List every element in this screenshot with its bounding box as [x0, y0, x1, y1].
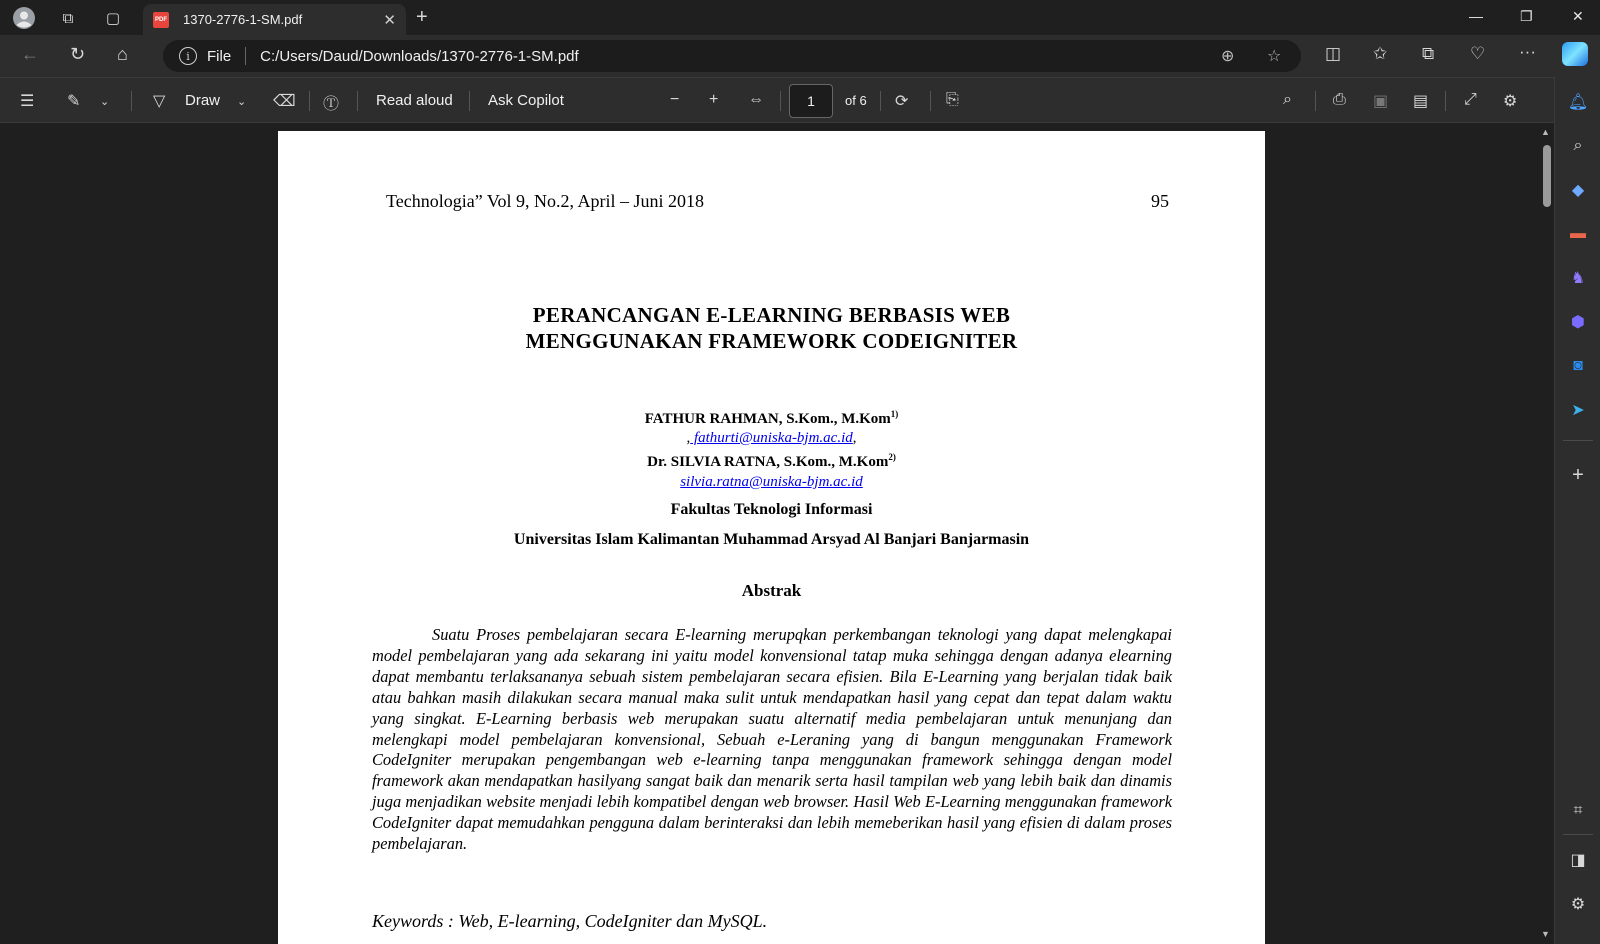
- chevron-down-icon[interactable]: ⌄: [100, 96, 110, 108]
- browser-essentials-icon[interactable]: ♡: [1470, 44, 1486, 63]
- divider: [1563, 440, 1593, 441]
- author-2-email-link[interactable]: silvia.ratna@uniska-bjm.ac.id: [680, 474, 863, 490]
- site-info-icon[interactable]: i: [179, 47, 197, 65]
- paper-title-line1: PERANCANGAN E-LEARNING BERBASIS WEB: [532, 303, 1011, 327]
- page-total: of 6: [845, 93, 867, 108]
- rotate-icon[interactable]: ⟳: [895, 93, 909, 110]
- zoom-out-icon[interactable]: −: [670, 91, 680, 108]
- contents-list-icon[interactable]: ☰: [20, 93, 35, 110]
- scroll-down-arrow-icon[interactable]: ▼: [1541, 929, 1550, 939]
- email-prefix: ,: [686, 430, 691, 446]
- abstract-body: Suatu Proses pembelajaran secara E-learning merupqkan perkembangan teknologi yang dapat melengkapai model pembelajaran yang ada sekarang ini yaitu model konvensional tatap muka sehingga dengan adanya elearning dapat membantu terlaksananya sebuah sistem pembelajaran secara efisien. Bila E-Learning yang berjalan tidak baik atau bahkan masih dilakukan secara manual maka sulit untuk mendapatkan hasil yang cepat dan tepat dalam waktu yang singkat. E-Learning berbasis web merupakan suatu alternatif media pembelajaran untuk menunjang dan melengkapi model pembelajaran konvensional, Sebuah e-Leraning yang di bangun menggunakan Framework CodeIgniter merupakan pengembangan web e-learning tanpa menggunakan framework sehingga dengan model framework akan mendapatkan hasilyang sangat baik dan menarik serta hasil tampilan web yang lebih baik dan dinamis juga menjadikan website menjadi lebih kompatibel dengan web browser. Hasil Web E-Learning menggunakan framework CodeIgniter dapat memudahkan pengguna dalam berinteraksi dan lebih memeberikan hasil yang efisien di dalam proses pembelajaran.: [372, 625, 1172, 854]
- ask-copilot-button[interactable]: Ask Copilot: [488, 92, 564, 109]
- close-tab-icon[interactable]: ✕: [383, 11, 396, 29]
- author-1-affiliation-mark: 1): [890, 409, 899, 419]
- more-menu-icon[interactable]: ···: [1519, 42, 1536, 61]
- fit-width-icon[interactable]: ⇔: [748, 91, 764, 108]
- university: Universitas Islam Kalimantan Muhammad Arsyad Al Banjari Banjarmasin: [513, 531, 1030, 548]
- tab-actions-icon[interactable]: ▢: [105, 10, 121, 27]
- draw-icon[interactable]: ▽: [153, 93, 166, 110]
- highlight-icon[interactable]: ✎: [67, 93, 81, 110]
- faculty: Fakultas Teknologi Informasi: [670, 501, 873, 518]
- abstract-heading: Abstrak: [741, 581, 802, 600]
- tab-pdf[interactable]: [143, 4, 406, 35]
- email-suffix: ,: [852, 430, 857, 446]
- author-1: [278, 409, 1265, 428]
- zoom-icon[interactable]: ⊕: [1221, 48, 1235, 65]
- drop-send-icon[interactable]: ➤: [1571, 402, 1585, 419]
- games-chess-icon[interactable]: ♞: [1570, 270, 1586, 287]
- pdf-file-icon: PDF: [153, 12, 169, 28]
- refresh-icon[interactable]: ↻: [70, 44, 86, 64]
- home-icon[interactable]: ⌂: [117, 44, 128, 64]
- tools-briefcase-icon[interactable]: ▬: [1570, 225, 1586, 242]
- divider: [880, 91, 881, 111]
- scrollbar-thumb[interactable]: [1543, 145, 1551, 207]
- tab-title: 1370-2776-1-SM.pdf: [183, 12, 303, 27]
- print-icon[interactable]: ⎙: [1333, 91, 1346, 108]
- eraser-icon[interactable]: ⌫: [273, 93, 296, 110]
- author-1-name: FATHUR RAHMAN, S.Kom., M.Kom: [644, 411, 891, 427]
- collections-icon[interactable]: ⧉: [1422, 44, 1435, 63]
- divider: [309, 91, 310, 111]
- scroll-up-arrow-icon[interactable]: ▲: [1541, 127, 1550, 137]
- save-icon[interactable]: ▣: [1373, 93, 1389, 110]
- divider: [930, 91, 931, 111]
- outlook-icon[interactable]: ◙: [1573, 357, 1583, 374]
- divider: [131, 91, 132, 111]
- shopping-tag-icon[interactable]: ◆: [1571, 182, 1585, 199]
- settings-gear-icon[interactable]: ⚙: [1503, 93, 1518, 110]
- copilot-app-icon[interactable]: ⬢: [1571, 314, 1585, 331]
- divider: [1563, 834, 1593, 835]
- author-1-email-link[interactable]: fathurti@uniska-bjm.ac.id: [690, 430, 853, 446]
- paper-title-line2: MENGGUNAKAN FRAMEWORK CODEIGNITER: [525, 329, 1018, 353]
- divider: [1445, 91, 1446, 111]
- pdf-toolbar: [0, 77, 1554, 123]
- vertical-scrollbar[interactable]: [1539, 123, 1554, 944]
- author-1-email-line: [278, 430, 1265, 447]
- search-icon[interactable]: ⌕: [1283, 91, 1292, 108]
- chevron-down-icon[interactable]: ⌄: [237, 96, 247, 108]
- draw-button[interactable]: Draw: [185, 92, 221, 109]
- author-2-affiliation-mark: 2): [888, 452, 896, 462]
- close-window-icon[interactable]: ✕: [1572, 8, 1584, 24]
- fullscreen-icon[interactable]: ⤢: [1464, 91, 1477, 108]
- address-scheme: File: [207, 47, 232, 65]
- copilot-icon[interactable]: [1562, 42, 1588, 66]
- favorite-star-icon[interactable]: ☆: [1267, 48, 1282, 65]
- divider: [357, 91, 358, 111]
- divider: [1315, 91, 1316, 111]
- page-number-input[interactable]: [789, 84, 833, 118]
- sidebar-settings-gear-icon[interactable]: ⚙: [1570, 896, 1586, 913]
- search-icon[interactable]: ⌕: [1573, 137, 1583, 154]
- hide-sidebar-icon[interactable]: ◨: [1570, 852, 1586, 869]
- favorites-icon[interactable]: ✩: [1373, 44, 1388, 63]
- restore-icon[interactable]: ❐: [1520, 8, 1533, 24]
- new-tab-icon[interactable]: +: [416, 6, 428, 28]
- read-aloud-button[interactable]: Read aloud: [376, 92, 453, 109]
- profile-icon[interactable]: [13, 7, 35, 29]
- text-box-icon[interactable]: Ⓣ: [323, 96, 340, 113]
- edge-sidebar: [1554, 77, 1600, 944]
- author-2: [278, 452, 1265, 471]
- add-app-icon[interactable]: +: [1572, 463, 1584, 486]
- divider: [469, 91, 470, 111]
- notifications-bell-icon[interactable]: 🔔︎: [1567, 94, 1589, 111]
- keywords: Keywords : Web, E-learning, CodeIgniter dan MySQL.: [372, 911, 768, 931]
- zoom-in-icon[interactable]: +: [709, 91, 719, 108]
- journal-header: Technologia” Vol 9, No.2, April – Juni 2018: [386, 191, 705, 211]
- address-path: C:/Users/Daud/Downloads/1370-2776-1-SM.pdf: [260, 47, 579, 65]
- address-toolbar: [0, 35, 1600, 77]
- address-bar[interactable]: [163, 40, 1301, 72]
- tab-bar: [0, 0, 1600, 35]
- author-2-email-line: [278, 474, 1265, 491]
- pdf-page: [278, 131, 1265, 944]
- address-divider: [245, 47, 246, 65]
- split-screen-icon[interactable]: ◫: [1325, 44, 1342, 63]
- author-2-name: Dr. SILVIA RATNA, S.Kom., M.Kom: [647, 454, 889, 470]
- workspaces-icon[interactable]: ⧉: [62, 9, 74, 27]
- minimize-icon[interactable]: —: [1469, 8, 1483, 24]
- page-number: 95: [1151, 191, 1169, 211]
- divider: [780, 91, 781, 111]
- pdf-viewer[interactable]: [0, 123, 1554, 944]
- page-view-icon[interactable]: ⎘: [946, 91, 959, 108]
- back-icon[interactable]: ←: [21, 44, 39, 64]
- screenshot-icon[interactable]: ⌗: [1573, 802, 1583, 819]
- save-as-icon[interactable]: ▤: [1413, 93, 1429, 110]
